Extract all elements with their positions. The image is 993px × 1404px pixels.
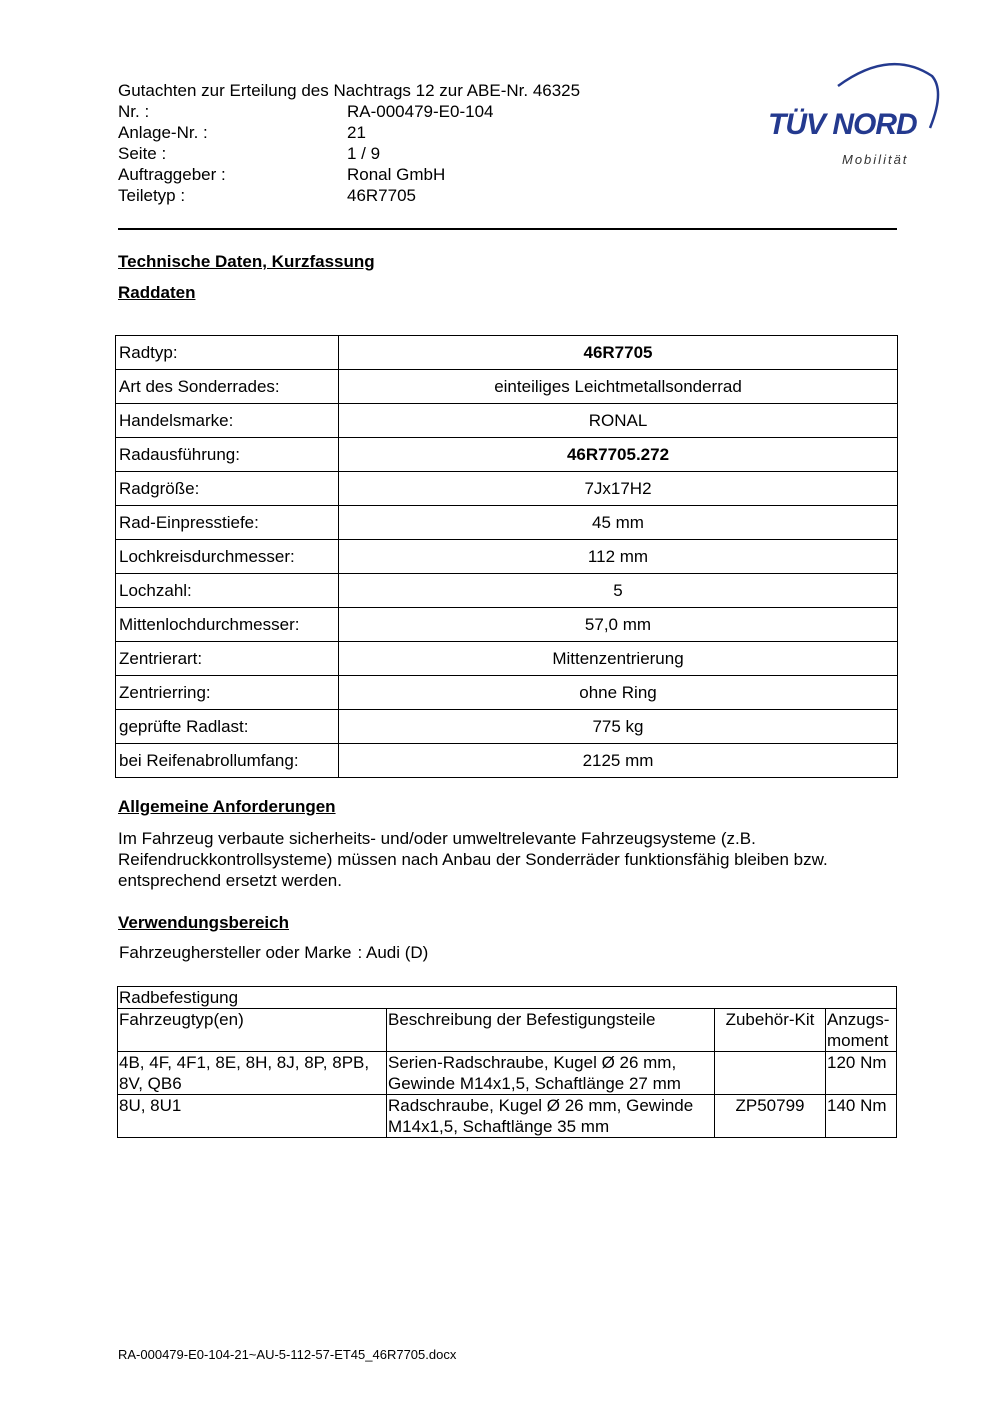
row-value: 5 (339, 574, 898, 608)
table-row (118, 1052, 897, 1095)
header-key: Nr. : (118, 102, 150, 121)
maker-separator: : (357, 943, 363, 962)
table-row (116, 336, 898, 370)
maker-label: Fahrzeughersteller oder Marke (119, 943, 352, 962)
table-row (116, 710, 898, 744)
radbefestigung-table (117, 986, 897, 1138)
row-label: Radtyp: (116, 336, 339, 370)
logo-subtitle: Mobilität (842, 152, 909, 167)
document-header (118, 80, 678, 206)
row-value: 7Jx17H2 (339, 472, 898, 506)
row-label: Zentrierart: (116, 642, 339, 676)
table-row (116, 404, 898, 438)
header-row-anlage (118, 122, 678, 143)
header-row-auftraggeber (118, 164, 678, 185)
cell-types: 8U, 8U1 (118, 1095, 387, 1138)
maker-value: Audi (D) (365, 943, 429, 962)
header-value: 1 / 9 (347, 144, 381, 163)
column-header: Zubehör-Kit (715, 1009, 826, 1052)
row-label: Radausführung: (116, 438, 339, 472)
table-row (116, 608, 898, 642)
row-value: einteiliges Leichtmetallsonderrad (339, 370, 898, 404)
table-row (116, 744, 898, 778)
row-label: Zentrierring: (116, 676, 339, 710)
header-value: 46R7705 (347, 186, 417, 205)
header-value: 21 (347, 123, 366, 142)
column-header: Beschreibung der Befestigungsteile (387, 1009, 715, 1052)
row-label: geprüfte Radlast: (116, 710, 339, 744)
row-value: 775 kg (339, 710, 898, 744)
header-key: Auftraggeber : (118, 165, 226, 184)
header-row-seite (118, 143, 678, 164)
logo-brand: TÜV NORD (768, 108, 917, 141)
row-label: Lochkreisdurchmesser: (116, 540, 339, 574)
table-row (116, 574, 898, 608)
cell-moment: 120 Nm (826, 1052, 897, 1095)
row-value: 57,0 mm (339, 608, 898, 642)
row-label: bei Reifenabrollumfang: (116, 744, 339, 778)
header-divider (118, 228, 897, 230)
row-value: 45 mm (339, 506, 898, 540)
cell-kit (715, 1052, 826, 1095)
header-key: Anlage-Nr. : (118, 123, 208, 142)
row-value: ohne Ring (339, 676, 898, 710)
column-header: Fahrzeugtyp(en) (118, 1009, 387, 1052)
header-row-nr (118, 101, 678, 122)
row-label: Lochzahl: (116, 574, 339, 608)
header-key: Teiletyp : (118, 186, 186, 205)
row-value: 46R7705 (339, 336, 898, 370)
table-row (116, 438, 898, 472)
tuev-nord-logo (760, 56, 945, 176)
table-row (118, 1095, 897, 1138)
cell-desc: Radschraube, Kugel Ø 26 mm, Gewinde M14x1,5, Schaftlänge 35 mm (387, 1095, 715, 1138)
row-label: Handelsmarke: (116, 404, 339, 438)
row-value: Mittenzentrierung (339, 642, 898, 676)
row-value: 112 mm (339, 540, 898, 574)
header-row-teiletyp (118, 185, 678, 206)
table-row (116, 370, 898, 404)
header-value: Ronal GmbH (347, 165, 446, 184)
cell-desc: Serien-Radschraube, Kugel Ø 26 mm, Gewinde M14x1,5, Schaftlänge 27 mm (387, 1052, 715, 1095)
cell-types: 4B, 4F, 4F1, 8E, 8H, 8J, 8P, 8PB, 8V, QB6 (118, 1052, 387, 1095)
table-header-row (118, 1009, 897, 1052)
table-row (116, 506, 898, 540)
section-heading-allgemein: Allgemeine Anforderungen (118, 797, 336, 816)
row-label: Rad-Einpresstiefe: (116, 506, 339, 540)
table-row (116, 642, 898, 676)
header-value: RA-000479-E0-104 (347, 102, 494, 121)
row-label: Art des Sonderrades: (116, 370, 339, 404)
cell-kit: ZP50799 (715, 1095, 826, 1138)
vehicle-maker-line (119, 943, 428, 963)
header-key: Seite : (118, 144, 167, 163)
table-row (116, 540, 898, 574)
cell-moment: 140 Nm (826, 1095, 897, 1138)
section-heading-technical: Technische Daten, Kurzfassung (118, 252, 375, 271)
document-footer: RA-000479-E0-104-21~AU-5-112-57-ET45_46R7705.docx (118, 1347, 457, 1362)
row-label: Mittenlochdurchmesser: (116, 608, 339, 642)
section-heading-raddaten: Raddaten (118, 283, 196, 302)
table-row (116, 676, 898, 710)
raddaten-table (115, 335, 898, 778)
section-heading-verwendung: Verwendungsbereich (118, 913, 289, 932)
row-value: 46R7705.272 (339, 438, 898, 472)
table-title-row (118, 987, 897, 1009)
column-header: Anzugs-moment (826, 1009, 897, 1052)
row-label: Radgröße: (116, 472, 339, 506)
row-value: 2125 mm (339, 744, 898, 778)
allgemein-paragraph: Im Fahrzeug verbaute sicherheits- und/oder umweltrelevante Fahrzeugsysteme (z.B. Reifendruckkontrollsysteme) müssen nach Anbau der Sonderräder funktionsfähig bleiben bzw. entsprechend ersetzt werden. (118, 829, 828, 890)
document-title: Gutachten zur Erteilung des Nachtrags 12 zur ABE-Nr. 46325 (118, 81, 581, 100)
table-title: Radbefestigung (118, 987, 897, 1009)
table-row (116, 472, 898, 506)
row-value: RONAL (339, 404, 898, 438)
